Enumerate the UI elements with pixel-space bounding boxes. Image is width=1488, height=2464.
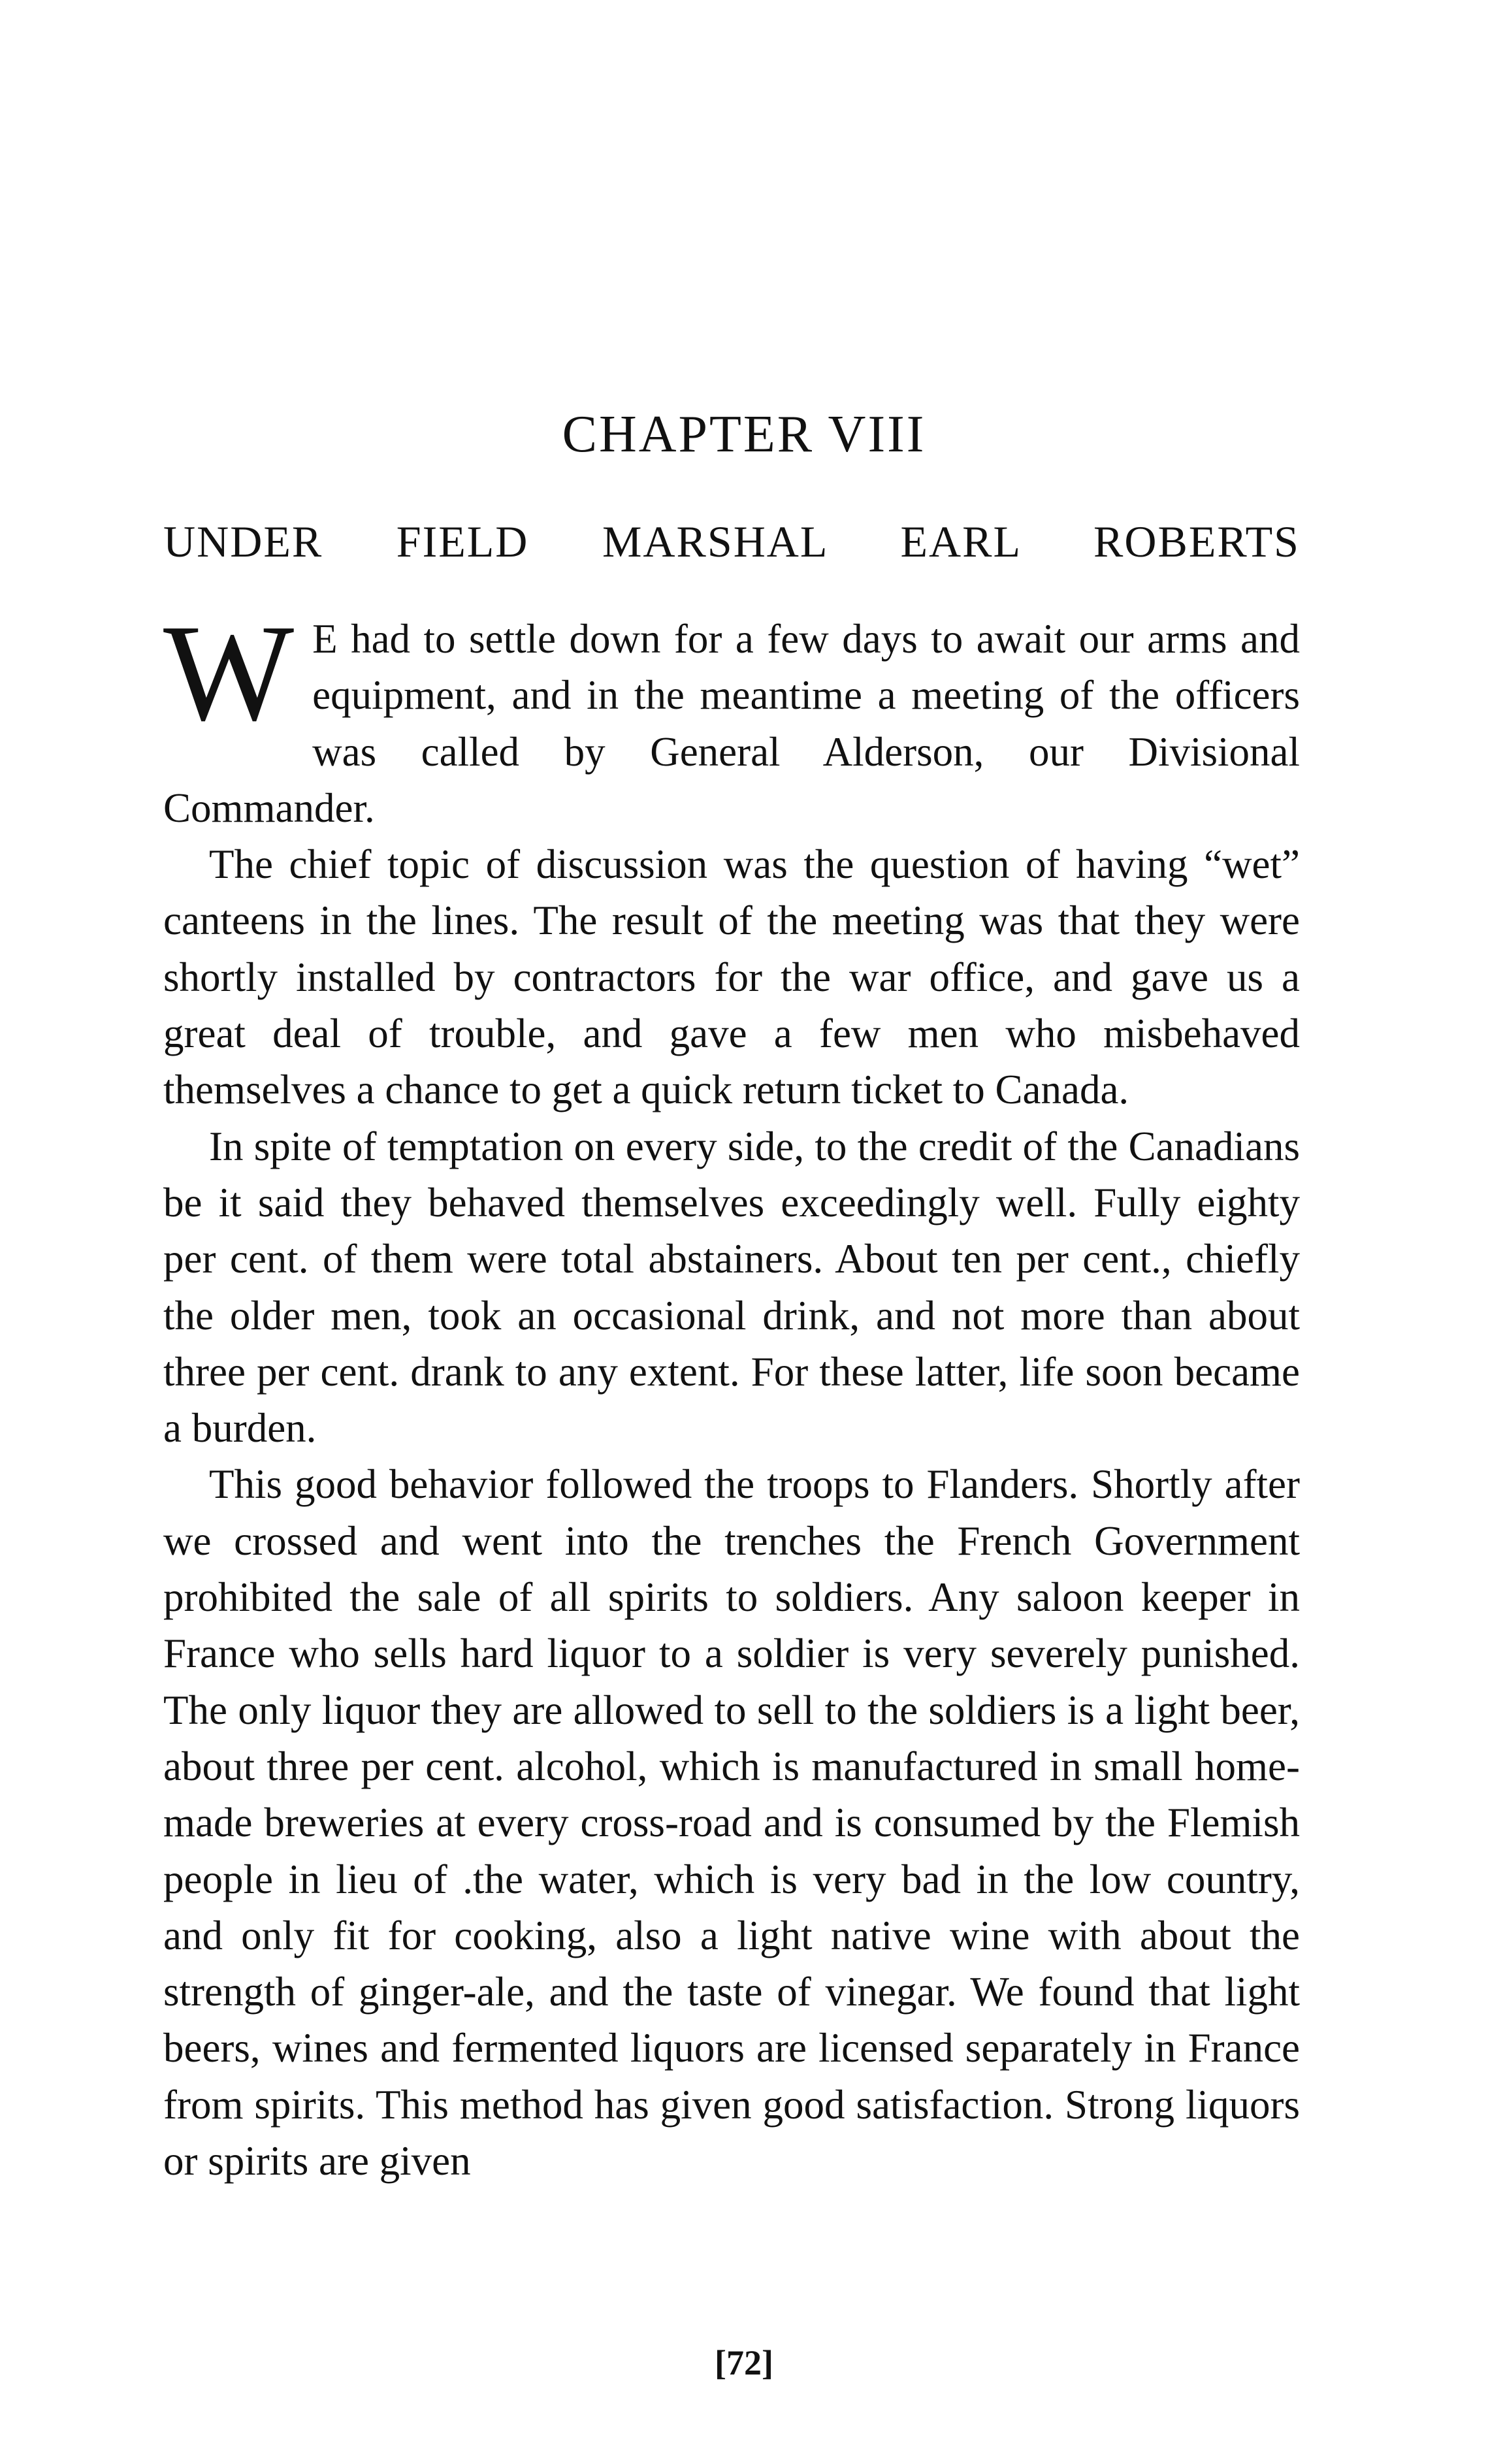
- paragraph-2: The chief topic of discussion was the question of having “wet” canteens in the lines. The result of the meeting was that they were shortly installed by contractors for the war office, and gave us a great deal of trouble, and gave a few men who misbehaved themselves a chance to get a quick return ticket to Canada.: [163, 841, 1300, 1113]
- chapter-title: CHAPTER VIII: [562, 406, 926, 463]
- chapter-body: [163, 596, 1300, 2189]
- paragraph-1: [163, 596, 1300, 836]
- paragraph-1-text: E had to settle down for a few days to await our arms and equipment, and in the meantime a meeting of the officers was called by General Alderson, our Divisional Commander.: [163, 616, 1300, 831]
- chapter-subtitle: UNDER FIELD MARSHAL EARL ROBERTS: [163, 517, 1300, 566]
- drop-cap-letter: W: [163, 596, 295, 749]
- paragraph-3: In spite of temptation on every side, to the credit of the Canadians be it said they behaved themselves exceedingly well. Fully eighty per cent. of them were total abstainers. About ten per cent., chiefly the older men, took an occasional drink, and not more than about three per cent. drank to any extent. For these latter, life soon became a burden.: [163, 1123, 1300, 1451]
- paragraph-4: This good behavior followed the troops to Flanders. Shortly after we crossed and went into the trenches the French Government prohibited the sale of all spirits to soldiers. Any saloon keeper in France who sells hard liquor to a soldier is very severely punished. The only liquor they are allowed to sell to the soldiers is a light beer, about three per cent. alcohol, which is manufactured in small home-made breweries at every cross-road and is consumed by the Flemish people in lieu of .the water, which is very bad in the low country, and only fit for cooking, also a light native wine with about the strength of ginger-ale, and the taste of vinegar. We found that light beers, wines and fermented liquors are licensed separately in France from spirits. This method has given good satisfaction. Strong liquors or spirits are given: [163, 1461, 1300, 2184]
- page-number: [72]: [715, 2343, 773, 2382]
